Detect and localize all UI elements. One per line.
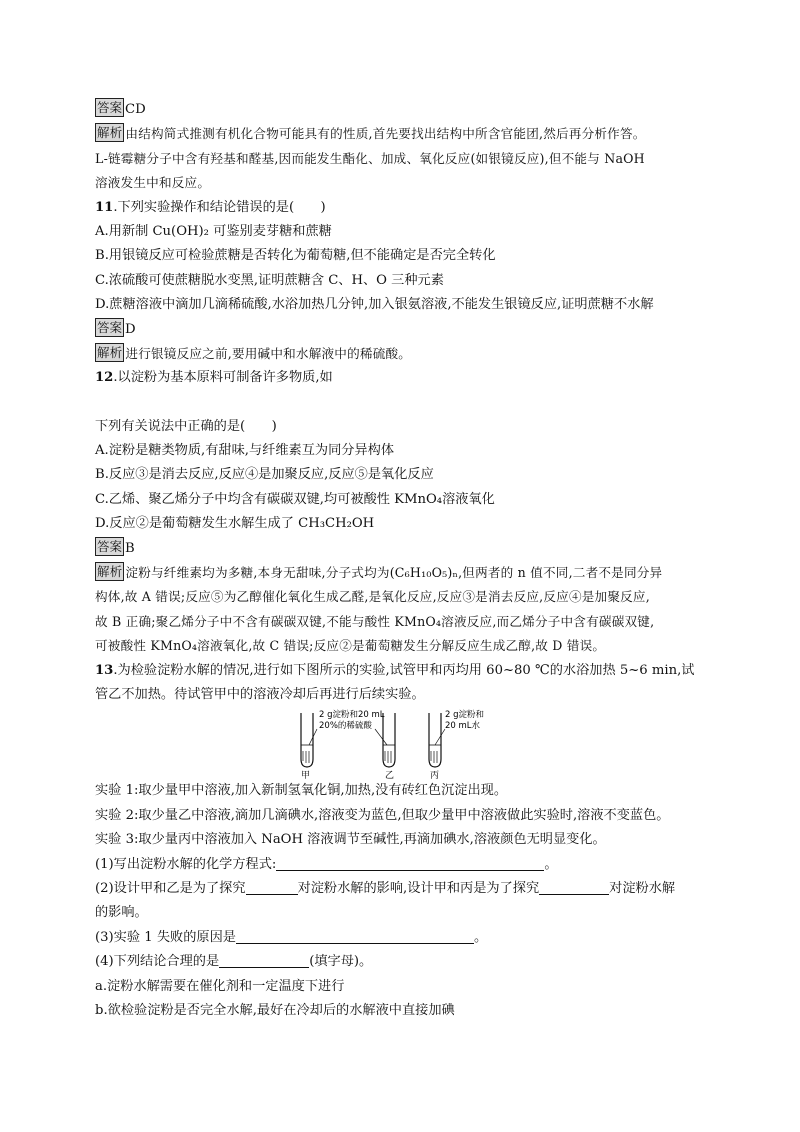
q10-answer-line: [95, 98, 707, 122]
analysis-tag: 解析: [97, 344, 123, 360]
q13-subq-4: [95, 950, 707, 974]
q11-stem: [95, 196, 707, 220]
q13-subq-2-text: (2)设计甲和乙是为了探究: [95, 880, 246, 896]
leader-line-yi: [375, 729, 387, 745]
q13-subq-3-text: (3)实验 1 失败的原因是: [95, 929, 236, 945]
label-bing-1: 2 g淀粉和: [445, 710, 485, 721]
label-shared-2: 20%的稀硫酸: [319, 721, 372, 732]
q13-subq-1: [95, 853, 707, 877]
q13-subq-2-mid: 对淀粉水解的影响,设计甲和丙是为了探究: [297, 880, 540, 896]
q12-answer-line: [95, 537, 707, 561]
q12-stem-text: .以淀粉为基本原料可制备许多物质,如: [113, 370, 333, 386]
q12-option-a: A.淀粉是糖类物质,有甜味,与纤维素互为同分异构体: [95, 443, 395, 459]
q12-analysis-line-1: [95, 561, 707, 585]
q10-analysis-line-2: L-链霉糖分子中含有羟基和醛基,因而能发生酯化、加成、氧化反应(如银镜反应),但不能与 NaOH: [95, 150, 645, 166]
q13-choice-a: a.淀粉水解需要在催化剂和一定温度下进行: [95, 978, 345, 994]
document-page: [95, 98, 707, 1023]
q13-stem-2: 管乙不加热。待试管甲中的溶液冷却后再进行后续实验。: [95, 686, 425, 702]
answer-blank-2a[interactable]: [246, 878, 298, 895]
test-tube-diagram: [295, 707, 485, 782]
test-tube-bing: [429, 713, 441, 767]
answer-blank-3[interactable]: [236, 927, 474, 944]
q13-subq-2: [95, 877, 707, 901]
analysis-tag: 解析: [97, 564, 123, 580]
q11-stem-text: .下列实验操作和结论错误的是( ): [113, 199, 326, 215]
q13-subq-3: [95, 926, 707, 950]
q13-subq-3-end: 。: [473, 929, 488, 945]
q13-number: 13: [95, 662, 114, 678]
analysis-tag: 解析: [97, 125, 123, 141]
q11-number: 11: [95, 199, 114, 215]
q13-stem-text-1: .为检验淀粉水解的情况,进行如下图所示的实验,试管甲和丙均用 60~80 ℃的水浴加热 5~6 min,试: [113, 662, 695, 678]
q10-answer: CD: [125, 102, 146, 117]
q12-answer: B: [125, 540, 135, 556]
q13-subq-2-line-2: 的影响。: [95, 905, 148, 921]
label-bing-2: 20 mL水: [445, 721, 481, 732]
q12-analysis-line-4: 可被酸性 KMnO₄溶液氧化,故 C 错误;反应②是葡萄糖发生分解反应生成乙醇,故 D 错误。: [95, 638, 606, 654]
q12-analysis-text-1: 淀粉与纤维素均为多糖,本身无甜味,分子式均为(C₆H₁₀O₅)ₙ,但两者的 n 值不同,二者不是同分异: [125, 565, 663, 581]
tube-label-jia: 甲: [301, 771, 311, 782]
q13-stem-1: [95, 659, 707, 683]
q13-choice-b: b.欲检验淀粉是否完全水解,最好在冷却后的水解液中直接加碘: [95, 1002, 455, 1018]
q11-option-a: A.用新制 Cu(OH)₂ 可鉴别麦芽糖和蔗糖: [95, 223, 332, 239]
label-shared-1: 2 g淀粉和20 mL: [319, 710, 385, 721]
q10-analysis-line-3: 溶液发生中和反应。: [95, 175, 211, 191]
q12-analysis-line-3: 故 B 正确;聚乙烯分子中不含有碳碳双键,不能与酸性 KMnO₄溶液反应,而乙烯分子中含有碳碳双键,: [95, 613, 655, 629]
q13-exp-3: 实验 3:取少量丙中溶液加入 NaOH 溶液调节至碱性,再滴加碘水,溶液颜色无明显变化。: [95, 832, 606, 848]
answer-blank-1[interactable]: [276, 854, 544, 871]
test-tube-figure: [95, 707, 707, 782]
q12-option-c: C.乙烯、聚乙烯分子中均含有碳碳双键,均可被酸性 KMnO₄溶液氧化: [95, 491, 495, 507]
q13-subq-2-end: 对淀粉水解: [609, 880, 676, 896]
q13-exp-2: 实验 2:取少量乙中溶液,滴加几滴碘水,溶液变为蓝色,但取少量甲中溶液做此实验时,溶液不变蓝色。: [95, 807, 670, 823]
q11-analysis-line: [95, 342, 707, 366]
q10-analysis-text-1: 由结构简式推测有机化合物可能具有的性质,首先要找出结构中所含官能团,然后再分析作答。: [125, 126, 646, 142]
leader-line-bing: [435, 729, 445, 745]
q12-option-b: B.反应③是消去反应,反应④是加聚反应,反应⑤是氧化反应: [95, 467, 434, 483]
test-tube-yi: [383, 713, 395, 767]
q13-subq-1-text: (1)写出淀粉水解的化学方程式:: [95, 856, 277, 872]
q12-stem-2: 下列有关说法中正确的是( ): [95, 418, 277, 434]
answer-tag: 答案: [97, 100, 123, 115]
q11-option-b: B.用银镜反应可检验蔗糖是否转化为葡萄糖,但不能确定是否完全转化: [95, 248, 496, 264]
q11-answer-line: [95, 318, 707, 342]
q13-subq-4-end: (填字母)。: [309, 954, 373, 970]
q11-analysis-text: 进行银镜反应之前,要用碱中和水解液中的稀硫酸。: [125, 345, 412, 361]
q13-exp-1: 实验 1:取少量甲中溶液,加入新制氢氧化铜,加热,没有砖红色沉淀出现。: [95, 783, 508, 799]
q11-answer: D: [125, 321, 136, 337]
q13-subq-1-end: 。: [544, 856, 558, 872]
q11-option-c: C.浓硫酸可使蔗糖脱水变黑,证明蔗糖含 C、H、O 三种元素: [95, 272, 444, 288]
answer-blank-2b[interactable]: [539, 878, 609, 895]
q11-option-d: D.蔗糖溶液中滴加几滴稀硫酸,水浴加热几分钟,加入银氨溶液,不能发生银镜反应,证明蔗糖不水解: [95, 297, 654, 313]
q12-option-d: D.反应②是葡萄糖发生水解生成了 CH₃CH₂OH: [95, 516, 375, 532]
q12-scheme-placeholder: [95, 391, 707, 415]
answer-tag: 答案: [97, 538, 123, 554]
q12-stem: [95, 366, 707, 390]
q10-analysis-line-1: [95, 122, 707, 146]
tube-label-yi: 乙: [385, 771, 395, 782]
tube-label-bing: 丙: [430, 771, 440, 782]
answer-tag: 答案: [97, 319, 123, 335]
q13-subq-4-text: (4)下列结论合理的是: [95, 954, 220, 970]
q12-number: 12: [95, 370, 114, 386]
q12-analysis-line-2: 构体,故 A 错误;反应⑤为乙醇催化氧化生成乙醛,是氧化反应,反应③是消去反应,反应④是加聚反应,: [95, 589, 650, 605]
answer-blank-4[interactable]: [219, 951, 309, 968]
